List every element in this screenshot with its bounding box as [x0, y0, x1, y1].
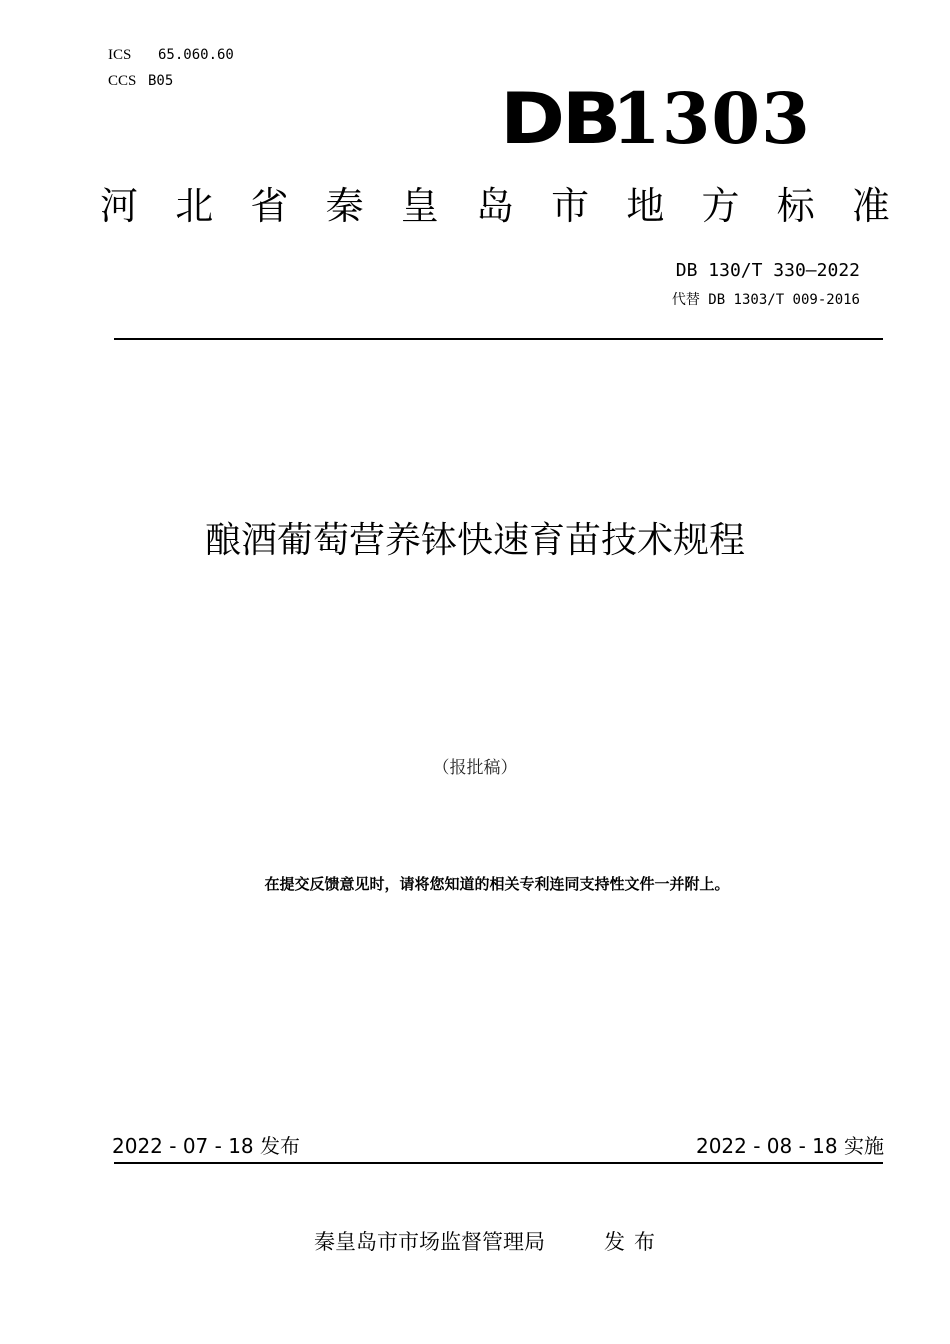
db-logo-letters: DB: [500, 78, 619, 160]
issuing-authority: 秦皇岛市市场监督管理局: [314, 1230, 545, 1254]
ccs-code: B05: [148, 73, 174, 89]
ics-classification: [108, 46, 234, 64]
ccs-label: CCS: [108, 73, 137, 89]
implementation-date: 2022 - 08 - 18 实施: [695, 1134, 884, 1158]
header-divider: [114, 338, 883, 340]
ics-code: 65.060.60: [158, 47, 234, 63]
standard-type-char: 河: [100, 184, 139, 228]
ics-label: ICS: [108, 47, 132, 63]
standard-type-char: 市: [551, 184, 590, 228]
standard-type-char: 秦: [325, 184, 364, 228]
document-title: 酿酒葡萄营养钵快速育苗技术规程: [204, 520, 745, 561]
db-standard-logo: [500, 77, 811, 160]
issuer-action: 发布: [604, 1230, 664, 1254]
standard-type-char: 皇: [400, 184, 439, 228]
patent-notice: 在提交反馈意见时，请将您知道的相关专利连同支持性文件一并附上。: [264, 875, 730, 893]
standard-type-char: 岛: [475, 184, 514, 228]
standard-type-char: 北: [175, 184, 214, 228]
standard-type-heading: [100, 182, 890, 230]
draft-status: （报批稿）: [432, 758, 518, 778]
standard-type-char: 方: [701, 184, 740, 228]
replaced-standard: 代替 DB 1303/T 009-2016: [671, 292, 860, 308]
db-logo-number: 1303: [612, 77, 811, 160]
ccs-classification: [108, 72, 173, 90]
standard-type-char: 省: [250, 184, 289, 228]
standard-number: DB 130/T 330—2022: [675, 260, 860, 281]
standard-type-char: 地: [626, 184, 665, 228]
footer-divider: [114, 1162, 883, 1164]
standard-type-char: 准: [851, 184, 890, 228]
issue-date: 2022 - 07 - 18 发布: [112, 1134, 301, 1158]
standard-type-char: 标: [776, 184, 815, 228]
